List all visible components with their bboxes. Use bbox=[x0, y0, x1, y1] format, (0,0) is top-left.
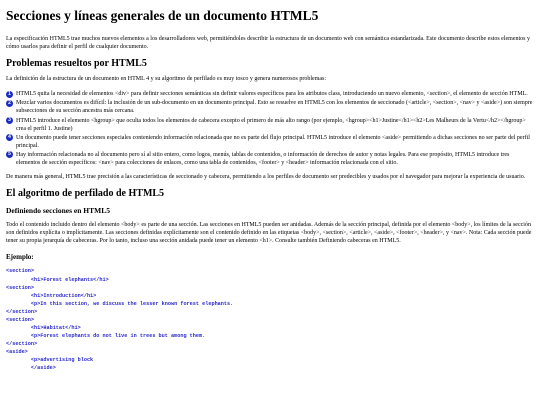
code-line bbox=[6, 364, 534, 372]
code-line bbox=[6, 348, 534, 356]
code-line bbox=[6, 324, 534, 332]
number-badge: 4 bbox=[6, 134, 13, 141]
code-text: <section> bbox=[6, 268, 35, 275]
code-line bbox=[6, 284, 534, 292]
page-title: Secciones y líneas generales de un documento HTML5 bbox=[6, 8, 319, 23]
code-text: <h1>Introduction</h1> bbox=[30, 292, 97, 299]
code-text: <aside> bbox=[6, 349, 28, 356]
problems-heading: Problemas resueltos por HTML5 bbox=[6, 57, 147, 69]
list-item bbox=[6, 99, 534, 115]
list-item-text: HTML5 quita la necesidad de elementos <div> para definir secciones semánticas sin definir valores específicos para los atributos class, introduciendo un nuevo elemento, <section>, el elemento de sección HTML. bbox=[16, 91, 528, 98]
example-label: Ejemplo: bbox=[6, 253, 34, 262]
code-text: <p>Forest elephants do not live in trees but among them. bbox=[30, 332, 206, 339]
list-item bbox=[6, 151, 534, 167]
algorithm-heading: El algoritmo de perfilado de HTML5 bbox=[6, 188, 165, 200]
code-text: <section> bbox=[6, 316, 35, 323]
code-line bbox=[6, 356, 534, 364]
code-text: <h1>Forest elephants</h1> bbox=[30, 276, 109, 283]
code-text: <p>In this section, we discuss the lesser known forest elephants. bbox=[30, 300, 234, 307]
code-line bbox=[6, 332, 534, 340]
problems-list bbox=[6, 90, 534, 167]
number-badge: 3 bbox=[6, 117, 13, 124]
code-line bbox=[6, 316, 534, 324]
code-line bbox=[6, 340, 534, 348]
code-line bbox=[6, 308, 534, 316]
problems-closing: De manera más general, HTML5 trae precisión a las características de seccionado y cabecera, permitiendo a los perfiles de documento ser predecibles y usados por el navegador para mejorar la experiencia de usuario. bbox=[6, 174, 526, 181]
code-text: <p>advertising block bbox=[30, 357, 94, 364]
code-line bbox=[6, 276, 534, 284]
list-item bbox=[6, 134, 534, 150]
list-item bbox=[6, 90, 534, 98]
code-text: </section> bbox=[6, 341, 38, 348]
number-badge: 1 bbox=[6, 91, 13, 98]
list-item bbox=[6, 117, 534, 133]
code-line bbox=[6, 292, 534, 300]
problems-lead: La definición de la estructura de un documento en HTML 4 y su algoritmo de perfilado es muy tosco y genera numerosos problemas: bbox=[6, 76, 327, 83]
list-item-text: Hay información relacionada no al documento pero sí al sitio entero, como logos, menús, tablas de contenidos, o información de derechos de autor y notas legales. Para ese propósito, HTML5 introduce tres elementos de sección específicos: <nav> para colecciones de enlaces, como una tabla de contenidos, <footer> y <header> información relacionada con el sitio. bbox=[16, 151, 510, 167]
code-line bbox=[6, 267, 534, 275]
code-text: <section> bbox=[6, 284, 35, 291]
list-item-text: Mezclar varios documentos es difícil: la inclusión de un sub-documento en un documento principal. Esto se resuelve en HTML5 con los elementos de seccionado (<article>, <section>, <nav> y <aside>) son siempre subsecciones de su sección ancestra más cercana. bbox=[16, 100, 533, 115]
code-text: </section> bbox=[6, 308, 38, 315]
sections-subheading: Definiendo secciones en HTML5 bbox=[6, 205, 110, 215]
list-item-text: Un documento puede tener secciones especiales conteniendo información relacionada que no es parte del flujo principal. HTML5 introduce el elemento <aside> permitiendo a dichas secciones no ser parte del perfil principal. bbox=[16, 134, 530, 149]
code-example bbox=[6, 267, 534, 372]
code-text: </aside> bbox=[30, 365, 56, 372]
intro-paragraph: La especificación HTML5 trae muchos nuevos elementos a los desarrolladores web, permitiéndoles describir la estructura de un documento web con semántica estandarizada. Este documento describe estos elementos y cómo usarlos para definir el perfil de cualquier documento. bbox=[6, 35, 530, 50]
number-badge: 5 bbox=[6, 151, 13, 158]
code-line bbox=[6, 300, 534, 308]
list-item-text: HTML5 introduce el elemento <hgroup> que oculta todos los elementos de cabecera excepto el primero de más alto rango (por ejemplo, <hgroup><h1>Justine</h1><h2>Les Malheurs de la Vertu</h2></hgroup> crea el perfil 1. Justine) bbox=[16, 117, 526, 132]
number-badge: 2 bbox=[6, 100, 13, 107]
code-text: <h1>Habitat</h1> bbox=[30, 324, 81, 331]
algorithm-body: Todo el contenido incluido dentro del elemento <body> es parte de una sección. Las secciones en HTML5 pueden ser anidadas. Además de la sección principal, definida por el elemento <body>, los límites de la sección son definidos explícita o implícitamente. Las secciones definidas explícitamente son el contenido definido en las etiquetas <body>, <section>, <article>, <aside>, <footer>, <header>, y <nav>. Nota: Cada sección puede tener su propia jerarquía de cabeceras. Por lo tanto, incluso una sección anidada puede tener un elemento <h1>. Consulte también Definiendo cabeceras en HTML5. bbox=[6, 221, 532, 244]
